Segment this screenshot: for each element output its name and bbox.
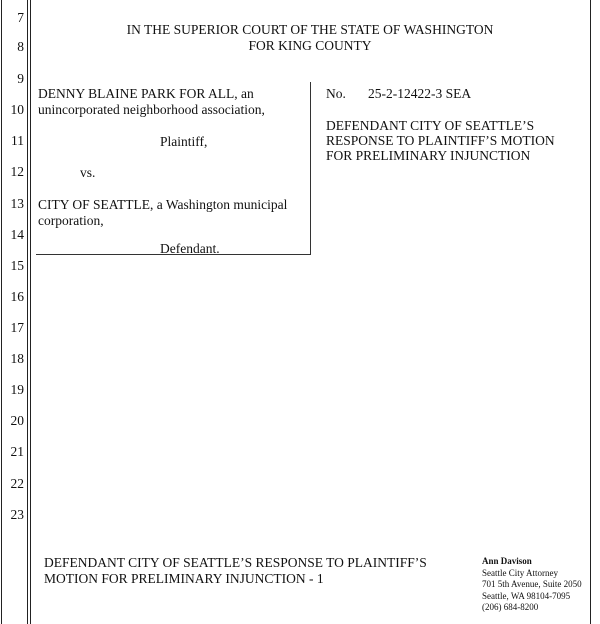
left-margin-rule-outer [1,0,2,624]
court-heading-line1: IN THE SUPERIOR COURT OF THE STATE OF WASHINGTON [126,22,494,37]
line-number: 20 [10,413,24,428]
attorney-address-line1: 701 5th Avenue, Suite 2050 [482,579,582,589]
defendant-role: Defendant. [160,241,220,256]
line-number: 10 [10,102,24,117]
line-number: 7 [17,10,24,25]
attorney-name: Ann Davison [482,556,532,566]
left-margin-rule-inner-a [27,0,28,624]
attorney-phone: (206) 684-8200 [482,602,539,612]
left-margin-rule-inner-b [30,0,31,624]
plaintiff-name: DENNY BLAINE PARK FOR ALL, an [38,86,254,101]
defendant-description: corporation, [38,213,104,228]
line-number: 16 [10,289,24,304]
pleading-title-line1: DEFENDANT CITY OF SEATTLE’S [326,118,535,133]
plaintiff-description: unincorporated neighborhood association, [38,102,265,117]
line-number: 12 [10,164,24,179]
line-number: 18 [10,351,24,366]
line-number: 14 [10,227,24,242]
line-number: 17 [10,320,24,335]
attorney-address-line2: Seattle, WA 98104-7095 [482,590,571,601]
defendant-name: CITY OF SEATTLE, a Washington municipal [38,197,288,212]
line-number: 23 [10,507,24,522]
court-heading-line2: FOR KING COUNTY [248,38,372,53]
versus-label: vs. [80,165,96,180]
attorney-role: Seattle City Attorney [482,567,558,578]
footer-document-title [44,555,427,587]
line-number: 15 [10,258,24,273]
line-number: 22 [10,476,24,491]
footer-title-line2: MOTION FOR PRELIMINARY INJUNCTION - 1 [44,571,324,586]
line-number: 9 [17,71,24,86]
footer-title-line1: DEFENDANT CITY OF SEATTLE’S RESPONSE TO PLAINTIFF’S [44,555,427,570]
plaintiff-role: Plaintiff, [160,134,208,149]
pleading-title-line3: FOR PRELIMINARY INJUNCTION [326,148,531,163]
right-margin-rule [590,0,591,624]
case-number-label: No. [326,86,346,101]
line-number: 13 [10,196,24,211]
line-number: 21 [10,444,24,459]
pleading-title-line2: RESPONSE TO PLAINTIFF’S MOTION [326,133,555,148]
line-number: 19 [10,382,24,397]
case-number: 25-2-12422-3 SEA [368,86,472,101]
attorney-signature-block [482,556,582,614]
line-number: 8 [17,39,24,54]
line-number: 11 [11,133,24,148]
